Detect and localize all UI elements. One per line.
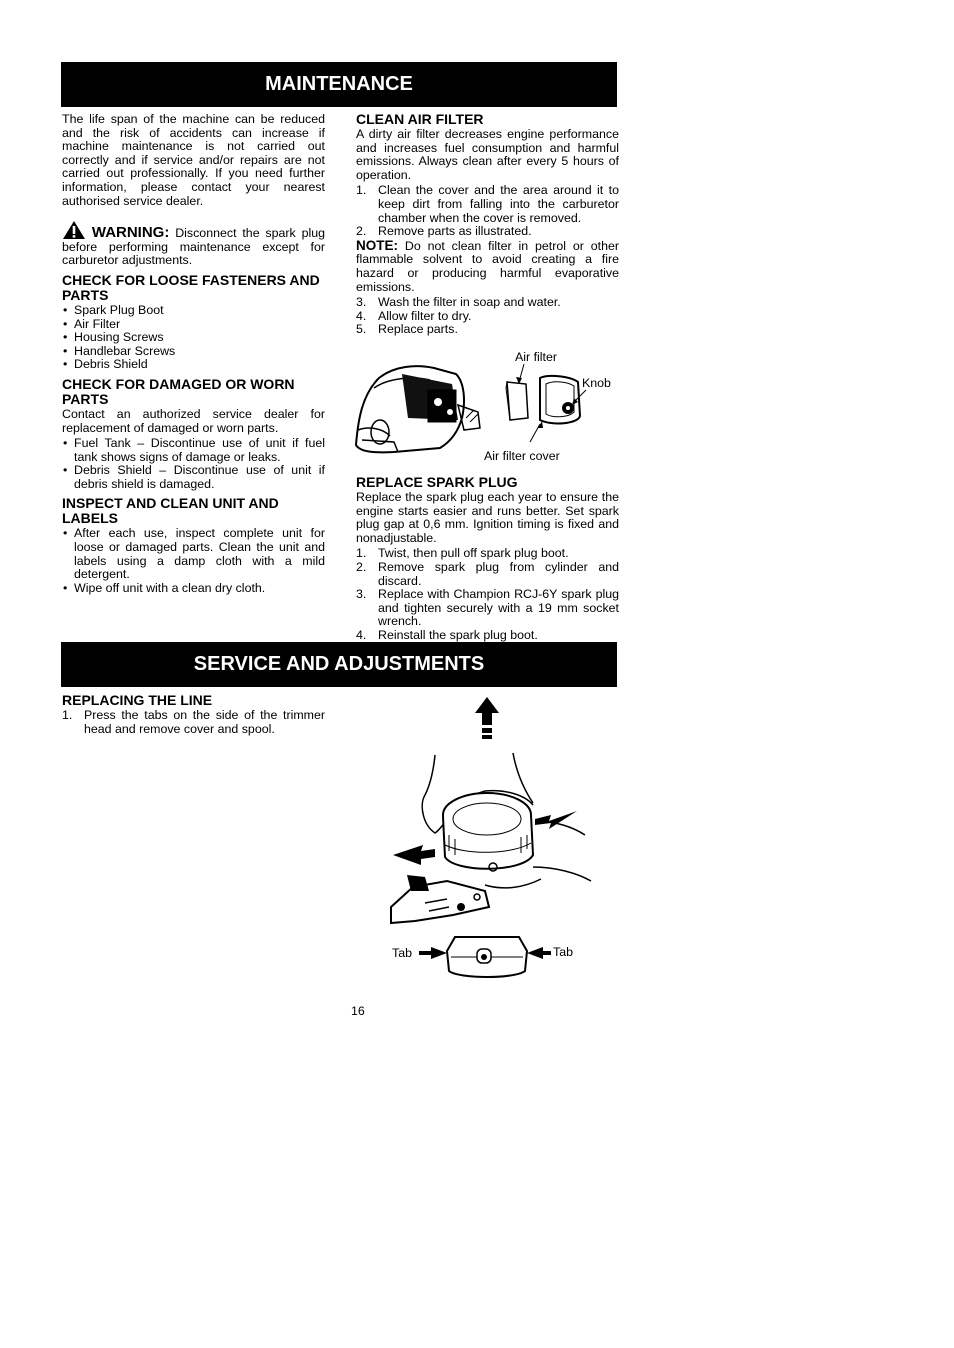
warning-label: WARNING: [91, 224, 170, 242]
list-item: 1. Twist, then pull off spark plug boot. [356, 546, 569, 561]
spark-plug-heading: REPLACE SPARK PLUG [356, 474, 518, 490]
warning-text: Disconnect the spark plug before performing maintenance except for carburetor adjustments. [62, 226, 325, 268]
spark-plug-section [356, 470, 619, 643]
spark-plug-text: Replace the spark plug each year to ensure the engine starts easier and runs better. Set spark plug gap at 0,6 mm. Ignition timing is fixed and nonadjustable. [356, 490, 619, 545]
maintenance-banner [61, 62, 617, 107]
damaged-text: Contact an authorized service dealer for replacement of damaged or worn parts. [62, 406, 325, 435]
list-item: • Spark Plug Boot [62, 304, 325, 318]
warning-paragraph [62, 220, 325, 268]
tab-right-label: Tab [553, 945, 573, 959]
intro-paragraph: The life span of the machine can be reduced and the risk of accidents can increase if machine maintenance is not carried out correctly and if service and/or repairs are not carried out professionally. If you need further information, please contact your nearest authorised service dealer. [62, 112, 325, 208]
service-title: SERVICE AND ADJUSTMENTS [193, 653, 485, 675]
list-item: 1. Press the tabs on the side of the trimmer head and remove cover and spool. [62, 708, 325, 736]
list-item: • Fuel Tank – Discontinue use of unit if fuel tank shows signs of damage or leaks. [62, 437, 325, 464]
note-label: NOTE: [356, 237, 398, 253]
air-filter-steps-a [356, 184, 619, 238]
inspect-heading: INSPECT AND CLEAN UNIT AND LABELS [62, 495, 279, 527]
trimmer-head-illustration [385, 695, 600, 985]
service-banner [61, 642, 617, 687]
warning-icon [62, 220, 86, 240]
note-paragraph [356, 239, 619, 294]
replacing-line-heading: REPLACING THE LINE [62, 692, 213, 708]
air-filter-steps-b [356, 296, 619, 337]
tab-left-label: Tab [392, 946, 412, 960]
loose-list [62, 304, 325, 372]
list-item: • Housing Screws [62, 331, 325, 345]
list-item: • Air Filter [62, 318, 325, 332]
damaged-list [62, 437, 325, 491]
list-item: 3. Replace with Champion RCJ-6Y spark plug and tighten securely with a 19 mm socket wrench. [356, 587, 619, 629]
replacing-line-section [62, 688, 325, 736]
air-filter-text: A dirty air filter decreases engine performance and increases fuel consumption and harmful emissions. Always clean after every 5 hours of operation. [356, 127, 619, 182]
knob-label: Knob [582, 376, 611, 390]
list-item: • Handlebar Screws [62, 345, 325, 359]
air-filter-label: Air filter [515, 350, 557, 364]
air-filter-cover-label: Air filter cover [484, 449, 560, 463]
list-item: 1. Clean the cover and the area around it to keep dirt from falling into the carburetor chamber when the cover is removed. [356, 183, 619, 225]
maintenance-left-column [62, 113, 325, 595]
list-item: • Debris Shield [62, 358, 325, 372]
loose-heading: CHECK FOR LOOSE FASTENERS AND PARTS [62, 271, 320, 303]
list-item: 4. Reinstall the spark plug boot. [356, 627, 538, 642]
maintenance-title: MAINTENANCE [265, 73, 413, 95]
replacing-line-steps [62, 709, 325, 736]
spark-plug-steps [356, 547, 619, 642]
list-item: • After each use, inspect complete unit for loose or damaged parts. Clean the unit and labels using a damp cloth with a mild detergent. [62, 527, 325, 581]
list-item: 4. Allow filter to dry. [356, 308, 472, 323]
list-item: 3. Wash the filter in soap and water. [356, 295, 561, 310]
inspect-list [62, 527, 325, 595]
list-item: 2. Remove parts as illustrated. [356, 224, 532, 239]
list-item: • Wipe off unit with a clean dry cloth. [62, 582, 325, 596]
list-item: 2. Remove spark plug from cylinder and discard. [356, 559, 619, 588]
air-filter-illustration [354, 360, 616, 455]
maintenance-right-column [356, 110, 619, 337]
page-number: 16 [351, 1004, 365, 1018]
list-item: 5. Replace parts. [356, 322, 458, 337]
list-item: • Debris Shield – Discontinue use of unit if debris shield is damaged. [62, 464, 325, 491]
note-text: Do not clean filter in petrol or other flammable solvent to avoid creating a fire hazard or producing harmful evaporative emissions. [356, 238, 619, 294]
damaged-heading: CHECK FOR DAMAGED OR WORN PARTS [62, 375, 295, 407]
air-filter-heading: CLEAN AIR FILTER [356, 111, 484, 127]
